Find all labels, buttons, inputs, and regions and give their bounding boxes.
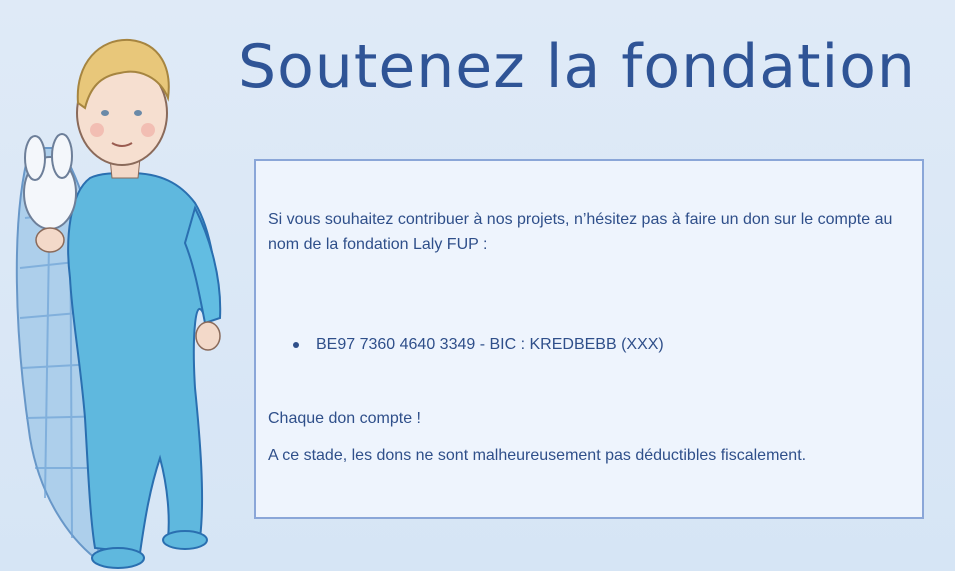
page-title: Soutenez la fondation	[238, 32, 916, 102]
donation-info-panel	[254, 159, 924, 519]
bank-account-list	[286, 333, 664, 357]
bullet-icon	[293, 342, 299, 348]
closing-text-tax-notice: A ce stade, les dons ne sont malheureusement pas déductibles fiscalement.	[268, 447, 807, 464]
list-item	[286, 333, 664, 357]
bank-account-label: BE97 7360 4640 3349 - BIC : KREDBEBB (XXX)	[316, 336, 664, 353]
closing-text-every-donation: Chaque don compte !	[268, 410, 421, 427]
intro-text: Si vous souhaitez contribuer à nos projets, n’hésitez pas à faire un don sur le compte au nom de la fondation Laly FUP :	[268, 211, 893, 253]
child-illustration	[0, 18, 240, 571]
